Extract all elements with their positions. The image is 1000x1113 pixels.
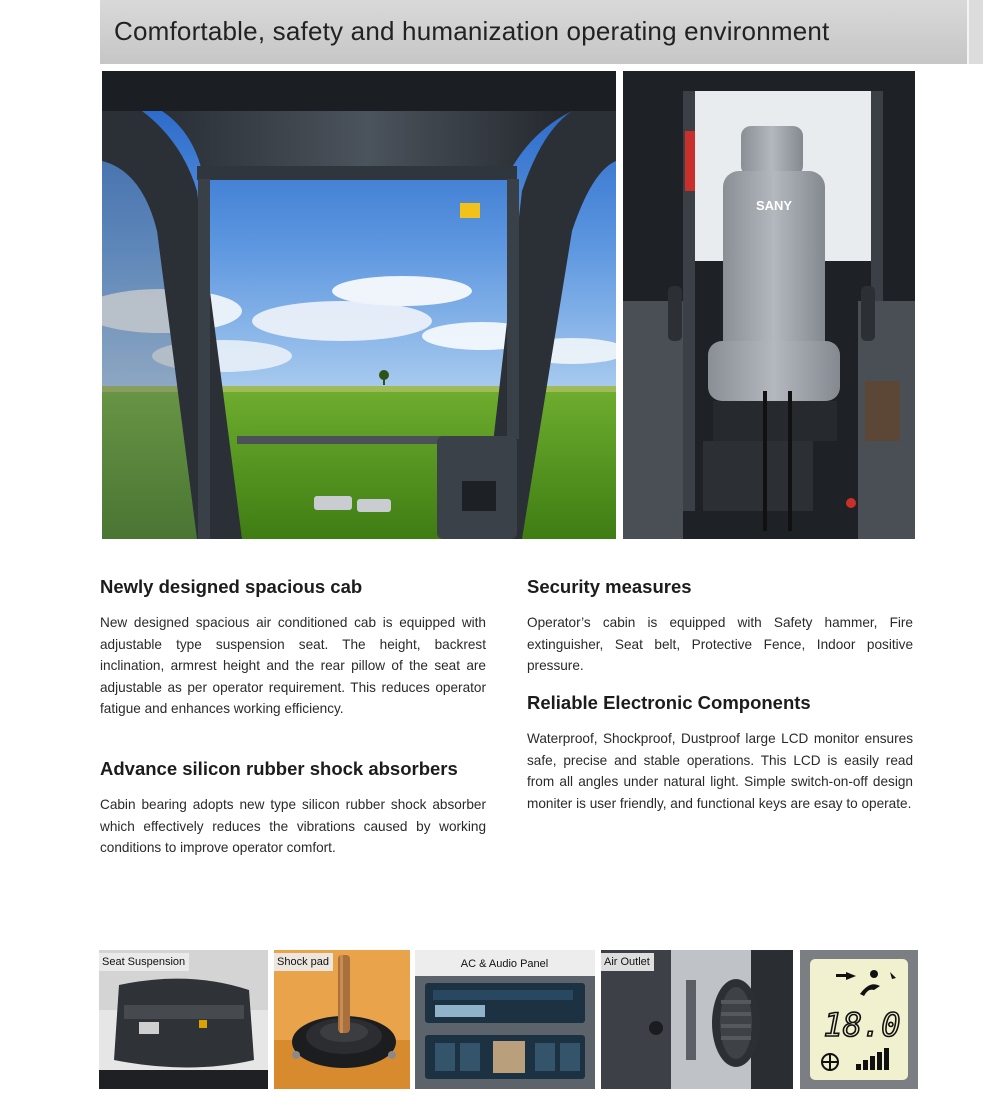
thumbnail-lcd-display [800,950,918,1089]
section-body-security: Operator’s cabin is equipped with Safety hammer, Fire extinguisher, Seat belt, Protective Fence, Indoor positive pressure. [527,615,913,673]
cab-view-illustration [102,71,616,539]
section-body-shock-absorbers: Cabin bearing adopts new type silicon rubber shock absorber which effectively reduces the vibrations caused by working conditions to improve operator comfort. [100,797,486,855]
thumbnail-ac-audio-panel [415,950,595,1089]
page-title: Comfortable, safety and humanization operating environment [114,16,830,46]
cab-interior-photo [102,71,616,539]
thumbnail-seat-suspension [99,950,268,1089]
thumbnail-label-shock-pad: Shock pad [274,953,333,971]
banner-edge [967,0,983,64]
thumbnail-label-ac-audio-panel: AC & Audio Panel [460,958,549,970]
section-title-shock-absorbers: Advance silicon rubber shock absorbers [100,758,458,779]
seat-brand-logo: SANY [755,198,793,213]
thumbnail-air-outlet [601,950,793,1089]
header-banner [100,0,967,64]
thumbnail-label-air-outlet: Air Outlet [601,953,654,971]
section-title-electronic: Reliable Electronic Components [527,692,811,713]
section-title-security: Security measures [527,576,692,597]
lcd-display-illustration [800,950,918,1089]
thumbnail-shock-pad [274,950,410,1089]
operator-seat-photo [623,71,915,539]
section-title-cab: Newly designed spacious cab [100,576,363,597]
section-body-cab: New designed spacious air conditioned cab is equipped with adjustable type suspension seat. The height, backrest inclination, armrest height and the rear pillow of the seat are adjustable as per operator requirement. This reduces operator fatigue and enhances working efficiency. [100,615,486,716]
section-body-electronic: Waterproof, Shockproof, Dustproof large LCD monitor ensures safe, precise and stable operations. This LCD is easily read from all angles under natural light. Simple switch-on-off design moniter is user friendly, and functional keys are esay to operate. [527,731,913,811]
seat-illustration [623,71,915,539]
lcd-readout: 18.0 [823,1006,901,1044]
thumbnail-label-seat-suspension: Seat Suspension [99,953,189,971]
